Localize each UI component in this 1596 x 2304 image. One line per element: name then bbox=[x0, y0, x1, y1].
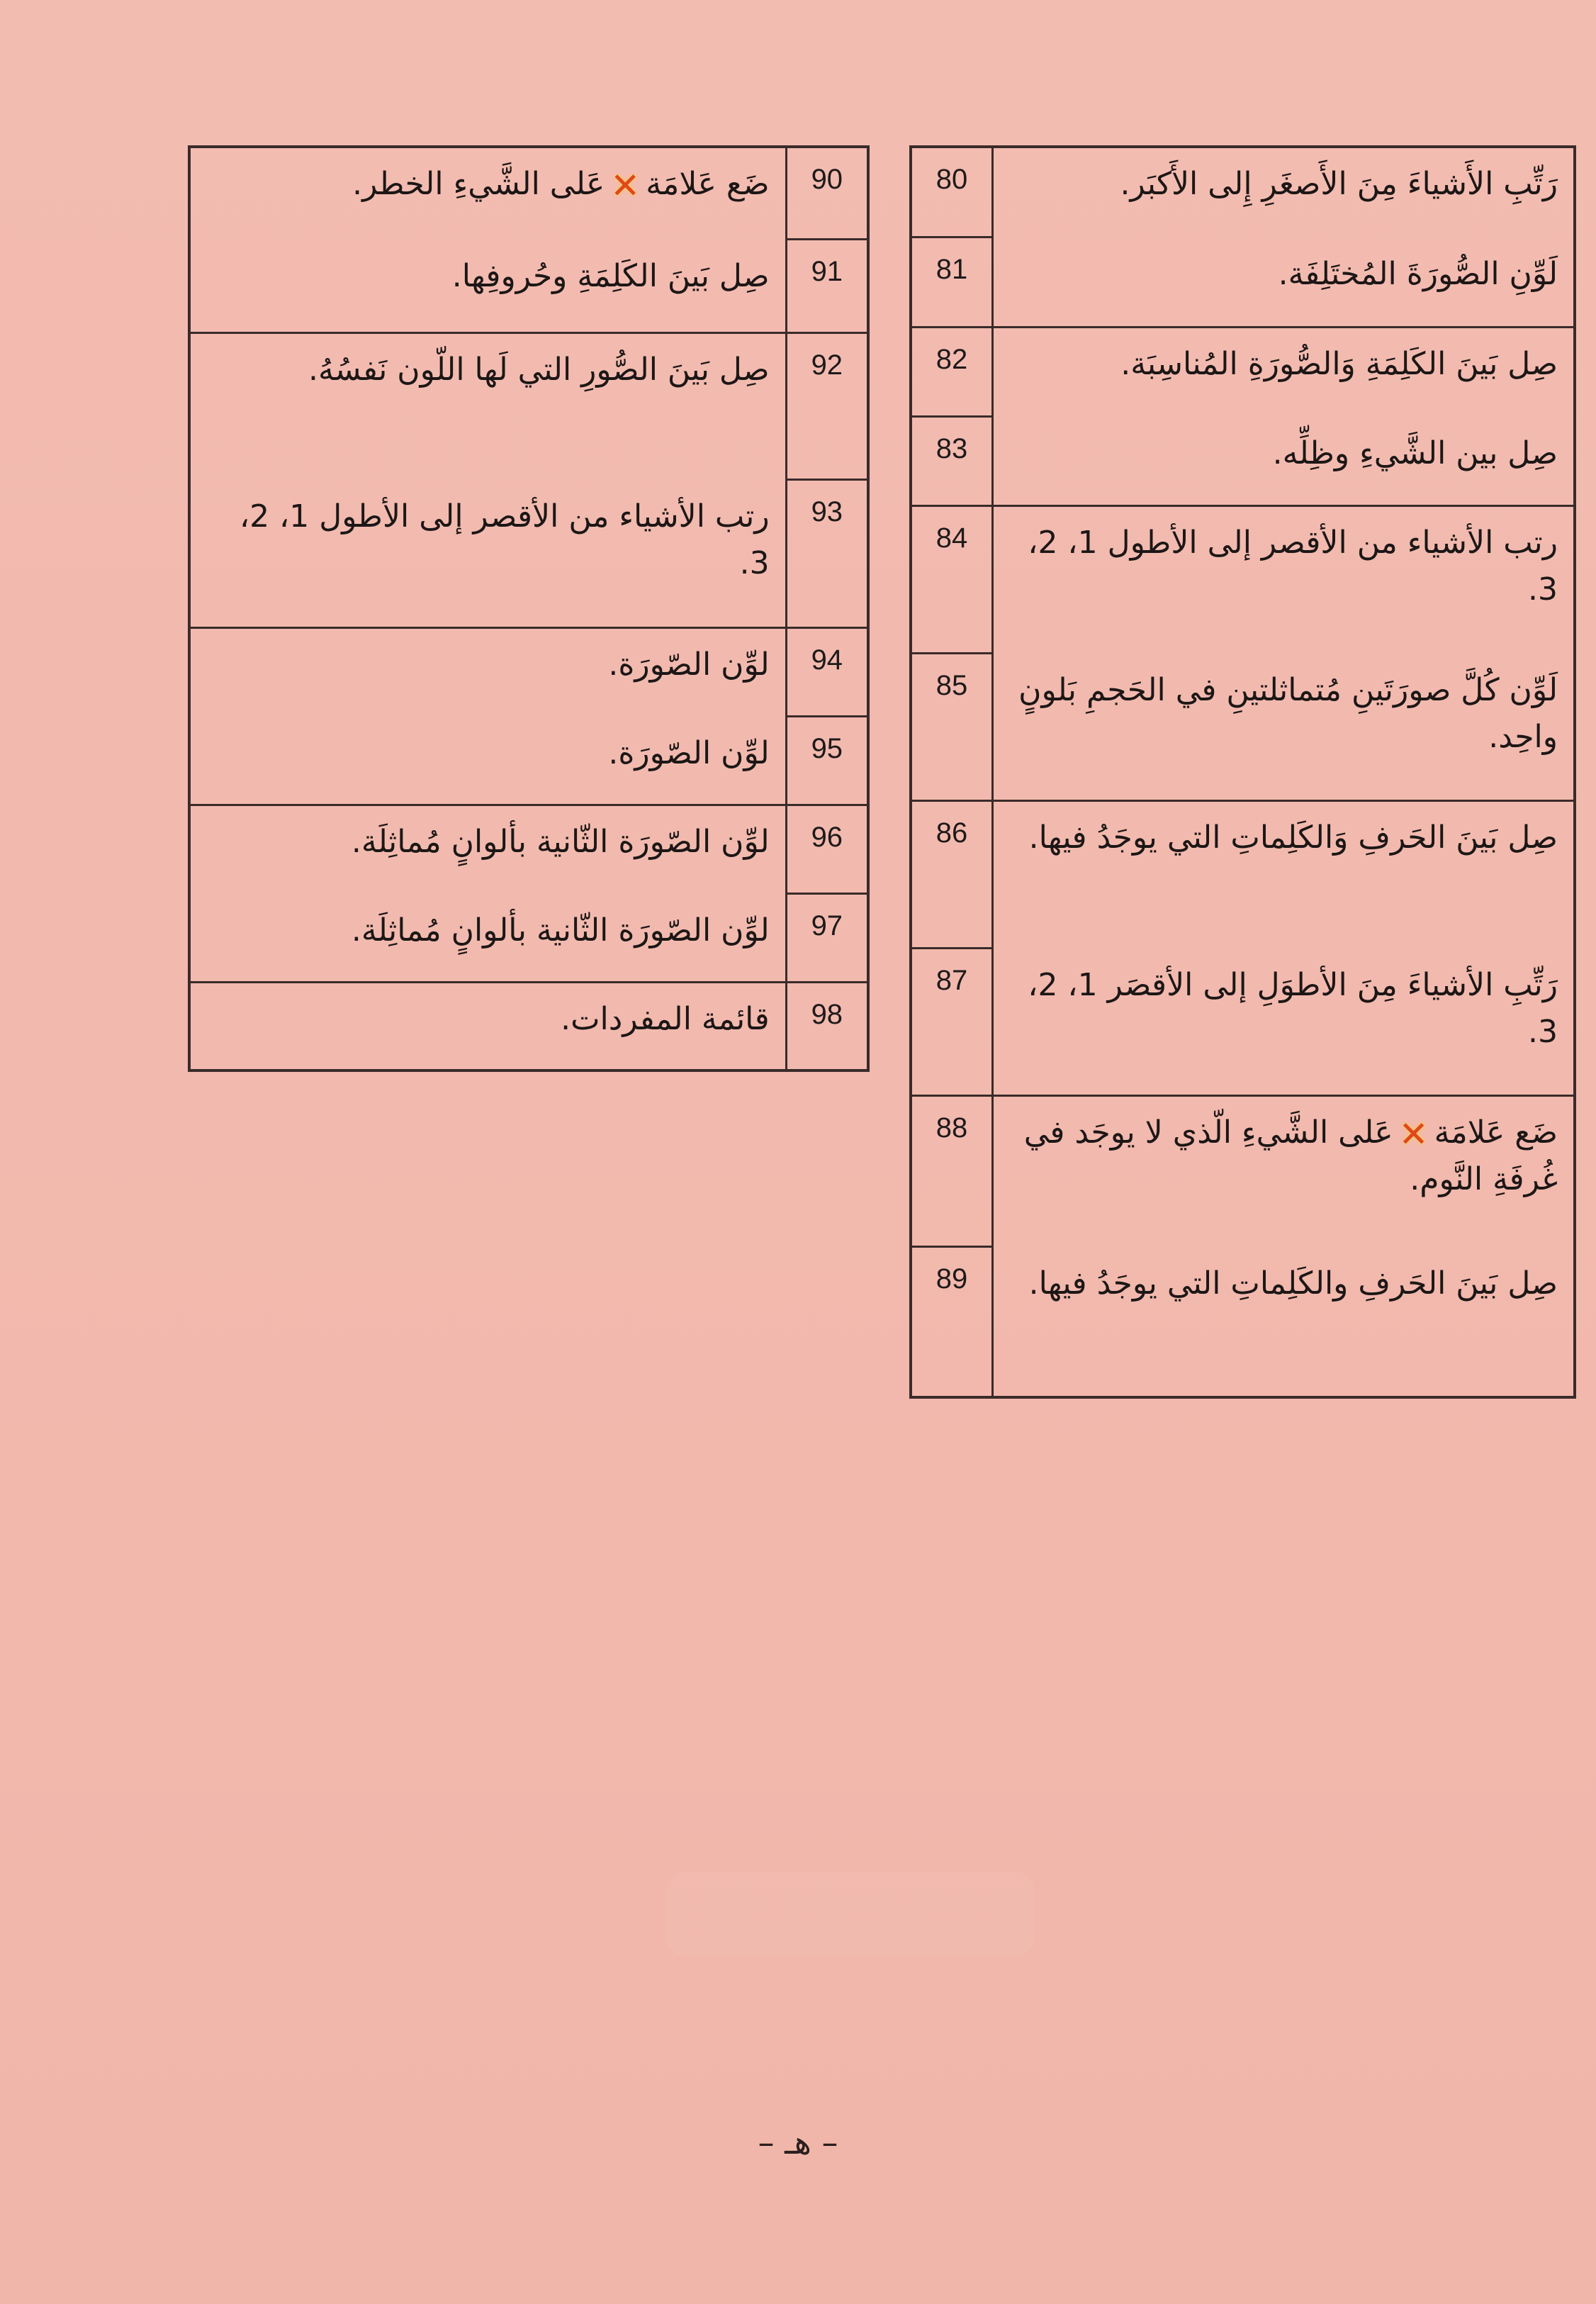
page-number: 98 bbox=[786, 982, 868, 1070]
entry-text-cell bbox=[189, 147, 786, 332]
page-number: 88 bbox=[912, 1097, 991, 1248]
table-row bbox=[189, 627, 868, 805]
list-item: لَوِّنِ الصُّورَةَ المُختَلِفَة. bbox=[1278, 256, 1558, 292]
entry-text-cell bbox=[189, 805, 786, 982]
table-row bbox=[911, 147, 1575, 327]
page-number-cell bbox=[911, 800, 993, 1095]
page-number: 84 bbox=[912, 507, 991, 654]
page-number-cell bbox=[911, 1095, 993, 1397]
page-number-cell bbox=[786, 332, 868, 627]
list-item: لوِّن الصّورَة الثّانية بألوانٍ مُماثِلَة. bbox=[351, 823, 770, 860]
page-number: 85 bbox=[935, 669, 968, 701]
entry-text: ضَع عَلامَة bbox=[1434, 1114, 1558, 1151]
entry-text-cell bbox=[189, 982, 786, 1070]
table-row bbox=[189, 332, 868, 627]
contents-table-right bbox=[909, 145, 1576, 1399]
page-number: 96 bbox=[787, 806, 867, 895]
list-item bbox=[994, 1097, 1573, 1248]
page-number-cell bbox=[911, 505, 993, 800]
list-item: رَتِّبِ الأشياءَ مِنَ الأطوَلِ إلى الأقصَر 1، 2، 3. bbox=[1028, 966, 1558, 1050]
list-item: رتب الأشياء من الأقصر إلى الأطول 1، 2، 3. bbox=[239, 498, 770, 581]
entry-text-cell bbox=[993, 147, 1575, 327]
page-number: 80 bbox=[912, 148, 991, 238]
entry-text-cell bbox=[189, 332, 786, 627]
page-number: 86 bbox=[912, 802, 991, 949]
page-number-cell bbox=[786, 805, 868, 982]
list-item: صِل بَينَ الصُّورِ التي لَها اللّون نَفسُهُ. bbox=[308, 351, 770, 388]
page-number: 83 bbox=[935, 432, 968, 464]
table-row bbox=[189, 147, 868, 332]
table-row bbox=[911, 1095, 1575, 1397]
page-number-cell bbox=[911, 147, 993, 327]
page-number-cell bbox=[786, 627, 868, 805]
page-number-cell bbox=[911, 327, 993, 505]
x-mark-icon: ✕ bbox=[1398, 1113, 1429, 1155]
table-row bbox=[911, 800, 1575, 1095]
contents-table-left bbox=[188, 145, 870, 1072]
entry-text-cell bbox=[993, 327, 1575, 505]
entry-text-cell bbox=[189, 627, 786, 805]
list-item: صِل بَينَ الحَرفِ وَالكَلِماتِ التي يوجَدُ فيها. bbox=[1028, 819, 1558, 856]
page-marker: – هـ – bbox=[758, 2123, 838, 2162]
page-number: 93 bbox=[811, 496, 843, 527]
list-item: رَتِّبِ الأَشياءَ مِنَ الأَصغَرِ إِلى الأَكبَر. bbox=[1120, 166, 1558, 202]
table-row bbox=[911, 505, 1575, 800]
page-number: 81 bbox=[935, 254, 968, 285]
list-item: صِل بَينَ الكَلِمَةِ وحُروفِها. bbox=[451, 258, 770, 294]
entry-text-cell bbox=[993, 505, 1575, 800]
list-item: رتب الأشياء من الأقصر إلى الأطول 1، 2، 3. bbox=[1028, 524, 1558, 608]
page-number: 82 bbox=[912, 328, 991, 418]
table-row bbox=[189, 982, 868, 1070]
page-number-cell bbox=[786, 147, 868, 332]
page-number: 91 bbox=[811, 256, 843, 287]
entry-text: عَلى الشَّيءِ الخطر. bbox=[352, 166, 605, 202]
list-item bbox=[191, 148, 785, 240]
list-item: لوِّن الصّورَة الثّانية بألوانٍ مُماثِلَة. bbox=[351, 912, 770, 949]
entry-text-cell bbox=[993, 800, 1575, 1095]
list-item: لوِّن الصّورَة. bbox=[608, 646, 770, 683]
page-number: 97 bbox=[811, 910, 843, 941]
faded-watermark bbox=[666, 1872, 1035, 1957]
page-number: 95 bbox=[811, 732, 843, 764]
entry-text-cell bbox=[993, 1095, 1575, 1397]
x-mark-icon: ✕ bbox=[610, 165, 641, 206]
list-item: لوِّن الصّورَة. bbox=[608, 734, 770, 771]
page-number: 89 bbox=[935, 1263, 968, 1294]
page-number: 90 bbox=[787, 148, 867, 240]
list-item: لَوِّن كُلَّ صورَتَينِ مُتماثلتينِ في الحَجمِ بَلونٍ واحِد. bbox=[1018, 671, 1558, 755]
page-number: 92 bbox=[787, 334, 867, 481]
list-item: قائمة المفردات. bbox=[561, 1000, 770, 1037]
list-item: صِل بين الشَّيءِ وظِلِّه. bbox=[1272, 435, 1558, 471]
page-number: 87 bbox=[935, 964, 968, 996]
table-row bbox=[911, 327, 1575, 505]
entry-text: عَلى الشَّيءِ الّذي لا يوجَد في غُرفَةِ النَّوم. bbox=[1023, 1114, 1558, 1197]
entry-text: ضَع عَلامَة bbox=[646, 166, 770, 202]
page-number: 94 bbox=[787, 629, 867, 717]
list-item: صِل بَينَ الكَلِمَةِ وَالصُّورَةِ المُناسِبَة. bbox=[1120, 345, 1558, 382]
table-row bbox=[189, 805, 868, 982]
list-item: صِل بَينَ الحَرفِ والكَلِماتِ التي يوجَدُ فيها. bbox=[1028, 1265, 1558, 1302]
